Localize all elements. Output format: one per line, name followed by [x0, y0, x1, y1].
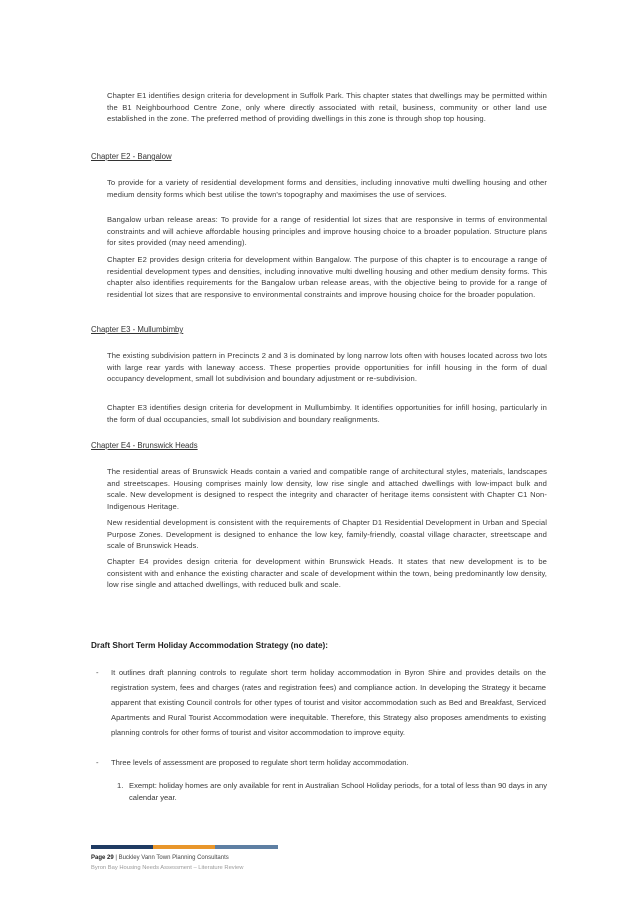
e1-paragraph-1: Chapter E1 identifies design criteria for development in Suffolk Park. This chapter states that dwellings may be permitted within the B1 Neighbourhood Centre Zone, only where directly associated with retail, business, community or other land use established in the zone. The preferred method of providing dwellings in this zone is through shop top housing.: [107, 91, 547, 124]
footer-color-bar-2: [153, 845, 215, 849]
footer-color-bar-3: [215, 845, 278, 849]
strategy-bullet-text-2: Three levels of assessment are proposed to regulate short term holiday accommodation.: [111, 758, 409, 767]
numbered-item: [117, 780, 547, 803]
footer-color-bar-1: [91, 845, 153, 849]
strategy-bullet: [96, 665, 546, 740]
footer-page-number: Page 29: [91, 855, 114, 861]
e3-paragraph-1: The existing subdivision pattern in Precincts 2 and 3 is dominated by long narrow lots often with houses located across two lots with large rear yards with laneway access. These properties provide opportunities for infill housing in the form of dual occupancy development, small lot subdivision and boundary adjustment or re-subdivision.: [107, 351, 547, 384]
e2-paragraph-2: Bangalow urban release areas: To provide for a range of residential lot sizes that are responsive in terms of environmental constraints and will achieve affordable housing principles and improve housing choice to a broader population. Structure plans for sites provided (may need amending).: [107, 215, 547, 248]
footer-subtitle: Byron Bay Housing Needs Assessment – Literature Review: [91, 865, 244, 871]
e4-paragraph-1: The residential areas of Brunswick Heads contain a varied and compatible range of architectural styles, materials, landscapes and streetscapes. Housing comprises mainly low density, low rise single and attached dwellings with low-impact bulk and scale. New development is designed to respect the integrity and character of heritage items consistent with Chapter C1 Non-Indigenous Heritage.: [107, 467, 547, 511]
e2-paragraph-1: To provide for a variety of residential development forms and densities, including innovative multi dwelling housing and other medium density forms which best utilise the town's topography and maximises the use of services.: [107, 178, 547, 199]
numbered-item-number: 1.: [117, 781, 124, 790]
e4-paragraph-3: Chapter E4 provides design criteria for development within Brunswick Heads. It states that new development is to be consistent with and enhance the existing character and scale of development within the town, being predominantly low density, low rise single and attached dwellings, with reduced bulk and scale.: [107, 557, 547, 590]
heading-chapter-e2: Chapter E2 - Bangalow: [91, 152, 172, 161]
strategy-bullet: [96, 755, 546, 770]
footer-firm: Buckley Vann Town Planning Consultants: [118, 855, 229, 861]
footer-separator: |: [115, 855, 117, 861]
strategy-title: Draft Short Term Holiday Accommodation Strategy (no date):: [91, 641, 329, 650]
e2-paragraph-3: Chapter E2 provides design criteria for development within Bangalow. The purpose of this chapter is to encourage a range of residential development types and densities, including innovative multi dwelling housing and other medium density forms. This chapter also identifies requirements for the Bangalow urban release areas, with the objective being to provide for a range of residential lot sizes that are responsive to environmental constraints and improve housing choice for the broader population.: [107, 255, 547, 299]
heading-chapter-e3: Chapter E3 - Mullumbimby: [91, 325, 184, 334]
footer-page-info: [91, 855, 229, 861]
e4-paragraph-2: New residential development is consistent with the requirements of Chapter D1 Residential Development in Urban and Special Purpose Zones. Development is designed to enhance the low key, family-friendly, coastal village character, streetscape and scale of Brunswick Heads.: [107, 518, 547, 551]
e3-paragraph-2: Chapter E3 identifies design criteria for development in Mullumbimby. It identifies opportunities for infill hosing, particularly in the form of dual occupancies, small lot subdivision and boundary realignments.: [107, 403, 547, 424]
strategy-bullet-text-1: It outlines draft planning controls to regulate short term holiday accommodation in Byron Shire and provides details on the registration system, fees and charges (rates and registration fees) and compliance action. In developing the Strategy it became apparent that existing Council controls for other types of tourist and visitor accommodation such as Bed and Breakfast, Serviced Apartments and Rural Tourist Accommodation were inequitable. Therefore, this Strategy also proposes amendments to existing planning controls for other forms of tourist and visitor accommodation to improve equity.: [111, 668, 546, 737]
bullet-dash: -: [96, 758, 99, 767]
numbered-item-text: Exempt: holiday homes are only available for rent in Australian School Holiday periods, for a total of less than 90 days in any calendar year.: [129, 781, 547, 802]
bullet-dash: -: [96, 668, 99, 677]
heading-chapter-e4: Chapter E4 - Brunswick Heads: [91, 441, 198, 450]
